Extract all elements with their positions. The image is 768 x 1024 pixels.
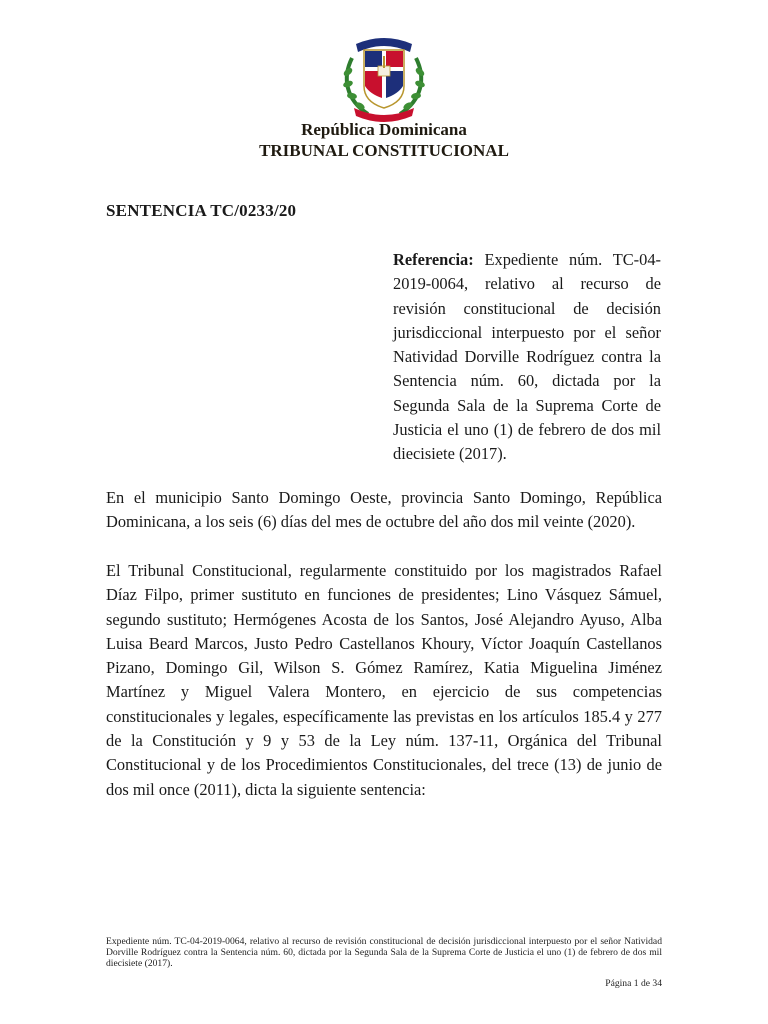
country-title: República Dominicana (301, 120, 467, 139)
referencia-label: Referencia: (393, 250, 474, 269)
coat-of-arms-icon (338, 28, 430, 122)
footer-note: Expediente núm. TC-04-2019-0064, relativo al recurso de revisión constitucional de decisión jurisdiccional interpuesto por el señor Natividad Dorville Rodríguez contra la Sentencia núm. 60, dictada por la Segunda Sala de la Suprema Corte de Justicia el uno (1) de febrero de dos mil diecisiete (2017). (106, 936, 662, 970)
paragraph-location-date: En el municipio Santo Domingo Oeste, provincia Santo Domingo, República Dominicana, a los seis (6) días del mes de octubre del año dos mil veinte (2020). (106, 488, 662, 532)
paragraph-tribunal: El Tribunal Constitucional, regularmente constituido por los magistrados Rafael Díaz Filpo, primer sustituto en funciones de presidentes; Lino Vásquez Sámuel, segundo sustituto; Hermógenes Acosta de los Santos, José Alejandro Ayuso, Alba Luisa Beard Marcos, Justo Pedro Castellanos Khoury, Víctor Joaquín Castellanos Pizano, Domingo Gil, Wilson S. Gómez Ramírez, Katia Miguelina Jiménez Martínez y Miguel Valera Montero, en ejercicio de sus competencias constitucionales y legales, específicamente las previstas en los artículos 185.4 y 277 de la Constitución y 9 y 53 de la Ley núm. 137-11, Orgánica del Tribunal Constitucional y de los Procedimientos Constitucionales, del trece (13) de junio de dos mil once (2011), dicta la siguiente sentencia: (106, 561, 662, 799)
referencia-text: Expediente núm. TC-04-2019-0064, relativo al recurso de revisión constitucional de decisión jurisdiccional interpuesto por el señor Natividad Dorville Rodríguez contra la Sentencia núm. 60, dictada por la Segunda Sala de la Suprema Corte de Justicia el uno (1) de febrero de dos mil diecisiete (2017). (393, 250, 661, 464)
institution-title: TRIBUNAL CONSTITUCIONAL (259, 141, 509, 160)
referencia-block (393, 248, 661, 467)
sentencia-number: SENTENCIA TC/0233/20 (106, 201, 297, 220)
page-number: Página 1 de 34 (605, 978, 662, 989)
